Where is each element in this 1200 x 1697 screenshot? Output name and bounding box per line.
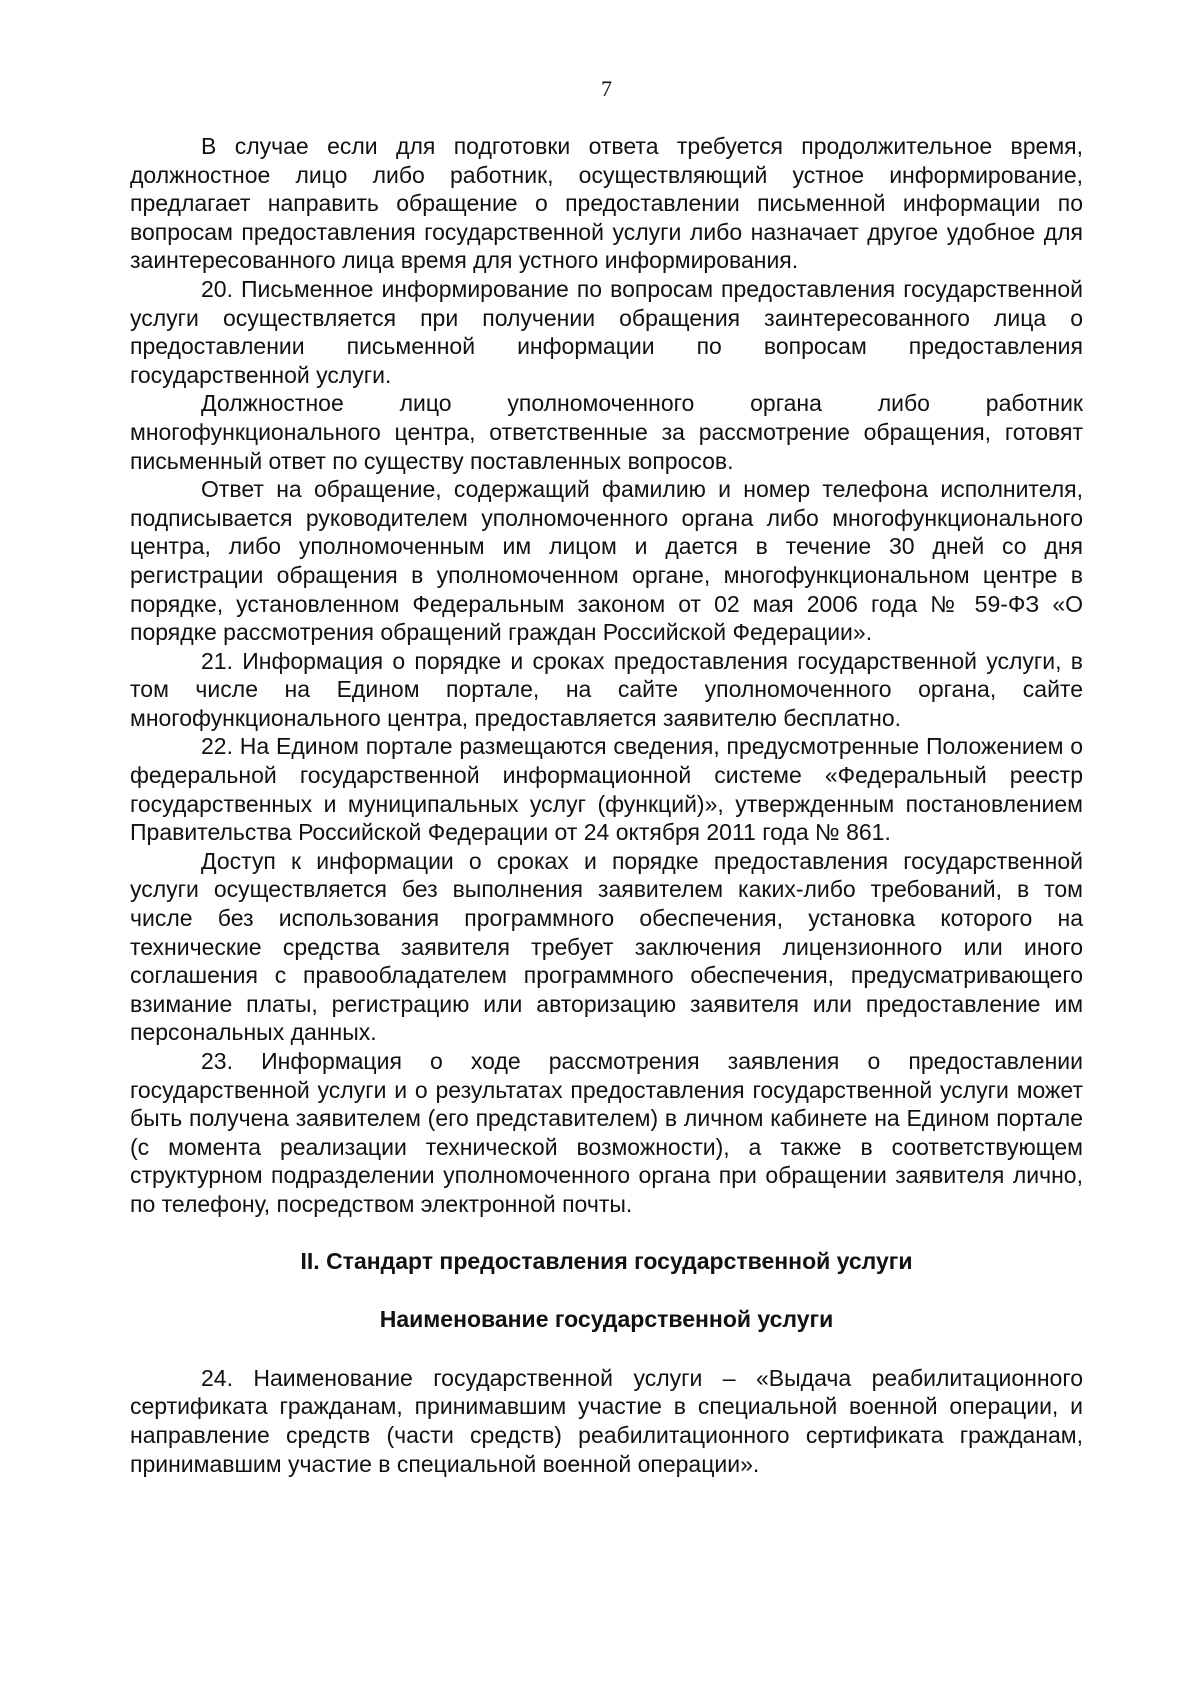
sub-heading: Наименование государственной услуги bbox=[379, 1306, 834, 1333]
paragraph-responsible-official: Должностное лицо уполномоченного органа либо работник многофункционального центра, ответственные за рассмотрение обращения, готовят письменный ответ по существу поставленных вопросов. bbox=[130, 390, 1083, 474]
paragraph-20-written-info: 20. Письменное информирование по вопросам предоставления государственной услуги осуществляется при получении обращения заинтересованного лица о предоставлении письменной информации по вопросам предоставления государственной услуги. bbox=[130, 275, 1083, 388]
paragraph-21-free-info: 21. Информация о порядке и сроках предоставления государственной услуги, в том числе на Едином портале, на сайте уполномоченного органа, сайте многофункционального центра, предоставляется заявителю бесплатно. bbox=[130, 647, 1083, 731]
paragraph-oral-info-delay: В случае если для подготовки ответа требуется продолжительное время, должностное лицо либо работник, осуществляющий устное информирование, предлагает направить обращение о предоставлении письменной информации по вопросам предоставления государственной услуги либо назначает другое удобное для заинтересованного лица время для устного информирования. bbox=[130, 133, 1083, 274]
paragraph-22-unified-portal: 22. На Едином портале размещаются сведения, предусмотренные Положением о федеральной государственной информационной системе «Федеральный реестр государственных и муниципальных услуг (функций)», утвержденным постановлением Правительства Российской Федерации от 24 октября 2011 года № 861. bbox=[130, 733, 1083, 846]
page-number: 7 bbox=[601, 76, 612, 101]
body-text-bottom bbox=[130, 1364, 1083, 1478]
paragraph-answer-signature: Ответ на обращение, содержащий фамилию и номер телефона исполнителя, подписывается руководителем уполномоченного органа либо многофункционального центра, либо уполномоченным им лицом и дается в течение 30 дней со дня регистрации обращения в уполномоченном органе, многофункциональном центре в порядке, установленном Федеральным законом от 02 мая 2006 года № 59-ФЗ «О порядке рассмотрения обращений граждан Российской Федерации». bbox=[130, 476, 1083, 646]
section-heading: II. Стандарт предоставления государственной услуги bbox=[300, 1247, 913, 1274]
body-text-top bbox=[130, 132, 1083, 1219]
paragraph-access-requirements: Доступ к информации о сроках и порядке предоставления государственной услуги осуществляется без выполнения заявителем каких-либо требований, в том числе без использования программного обеспечения, установка которого на технические средства заявителя требует заключения лицензионного или иного соглашения с правообладателем программного обеспечения, предусматривающего взимание платы, регистрацию или авторизацию заявителя или предоставление им персональных данных. bbox=[130, 847, 1083, 1046]
paragraph-24-service-name: 24. Наименование государственной услуги – «Выдача реабилитационного сертификата гражданам, принимавшим участие в специальной военной операции, и направление средств (части средств) реабилитационного сертификата гражданам, принимавшим участие в специальной военной операции». bbox=[130, 1364, 1083, 1477]
paragraph-23-progress-info: 23. Информация о ходе рассмотрения заявления о предоставлении государственной услуги и о результатах предоставления государственной услуги может быть получена заявителем (его представителем) в личном кабинете на Едином портале (с момента реализации технической возможности), а также в соответствующем структурном подразделении уполномоченного органа при обращении заявителя лично, по телефону, посредством электронной почты. bbox=[130, 1048, 1083, 1217]
